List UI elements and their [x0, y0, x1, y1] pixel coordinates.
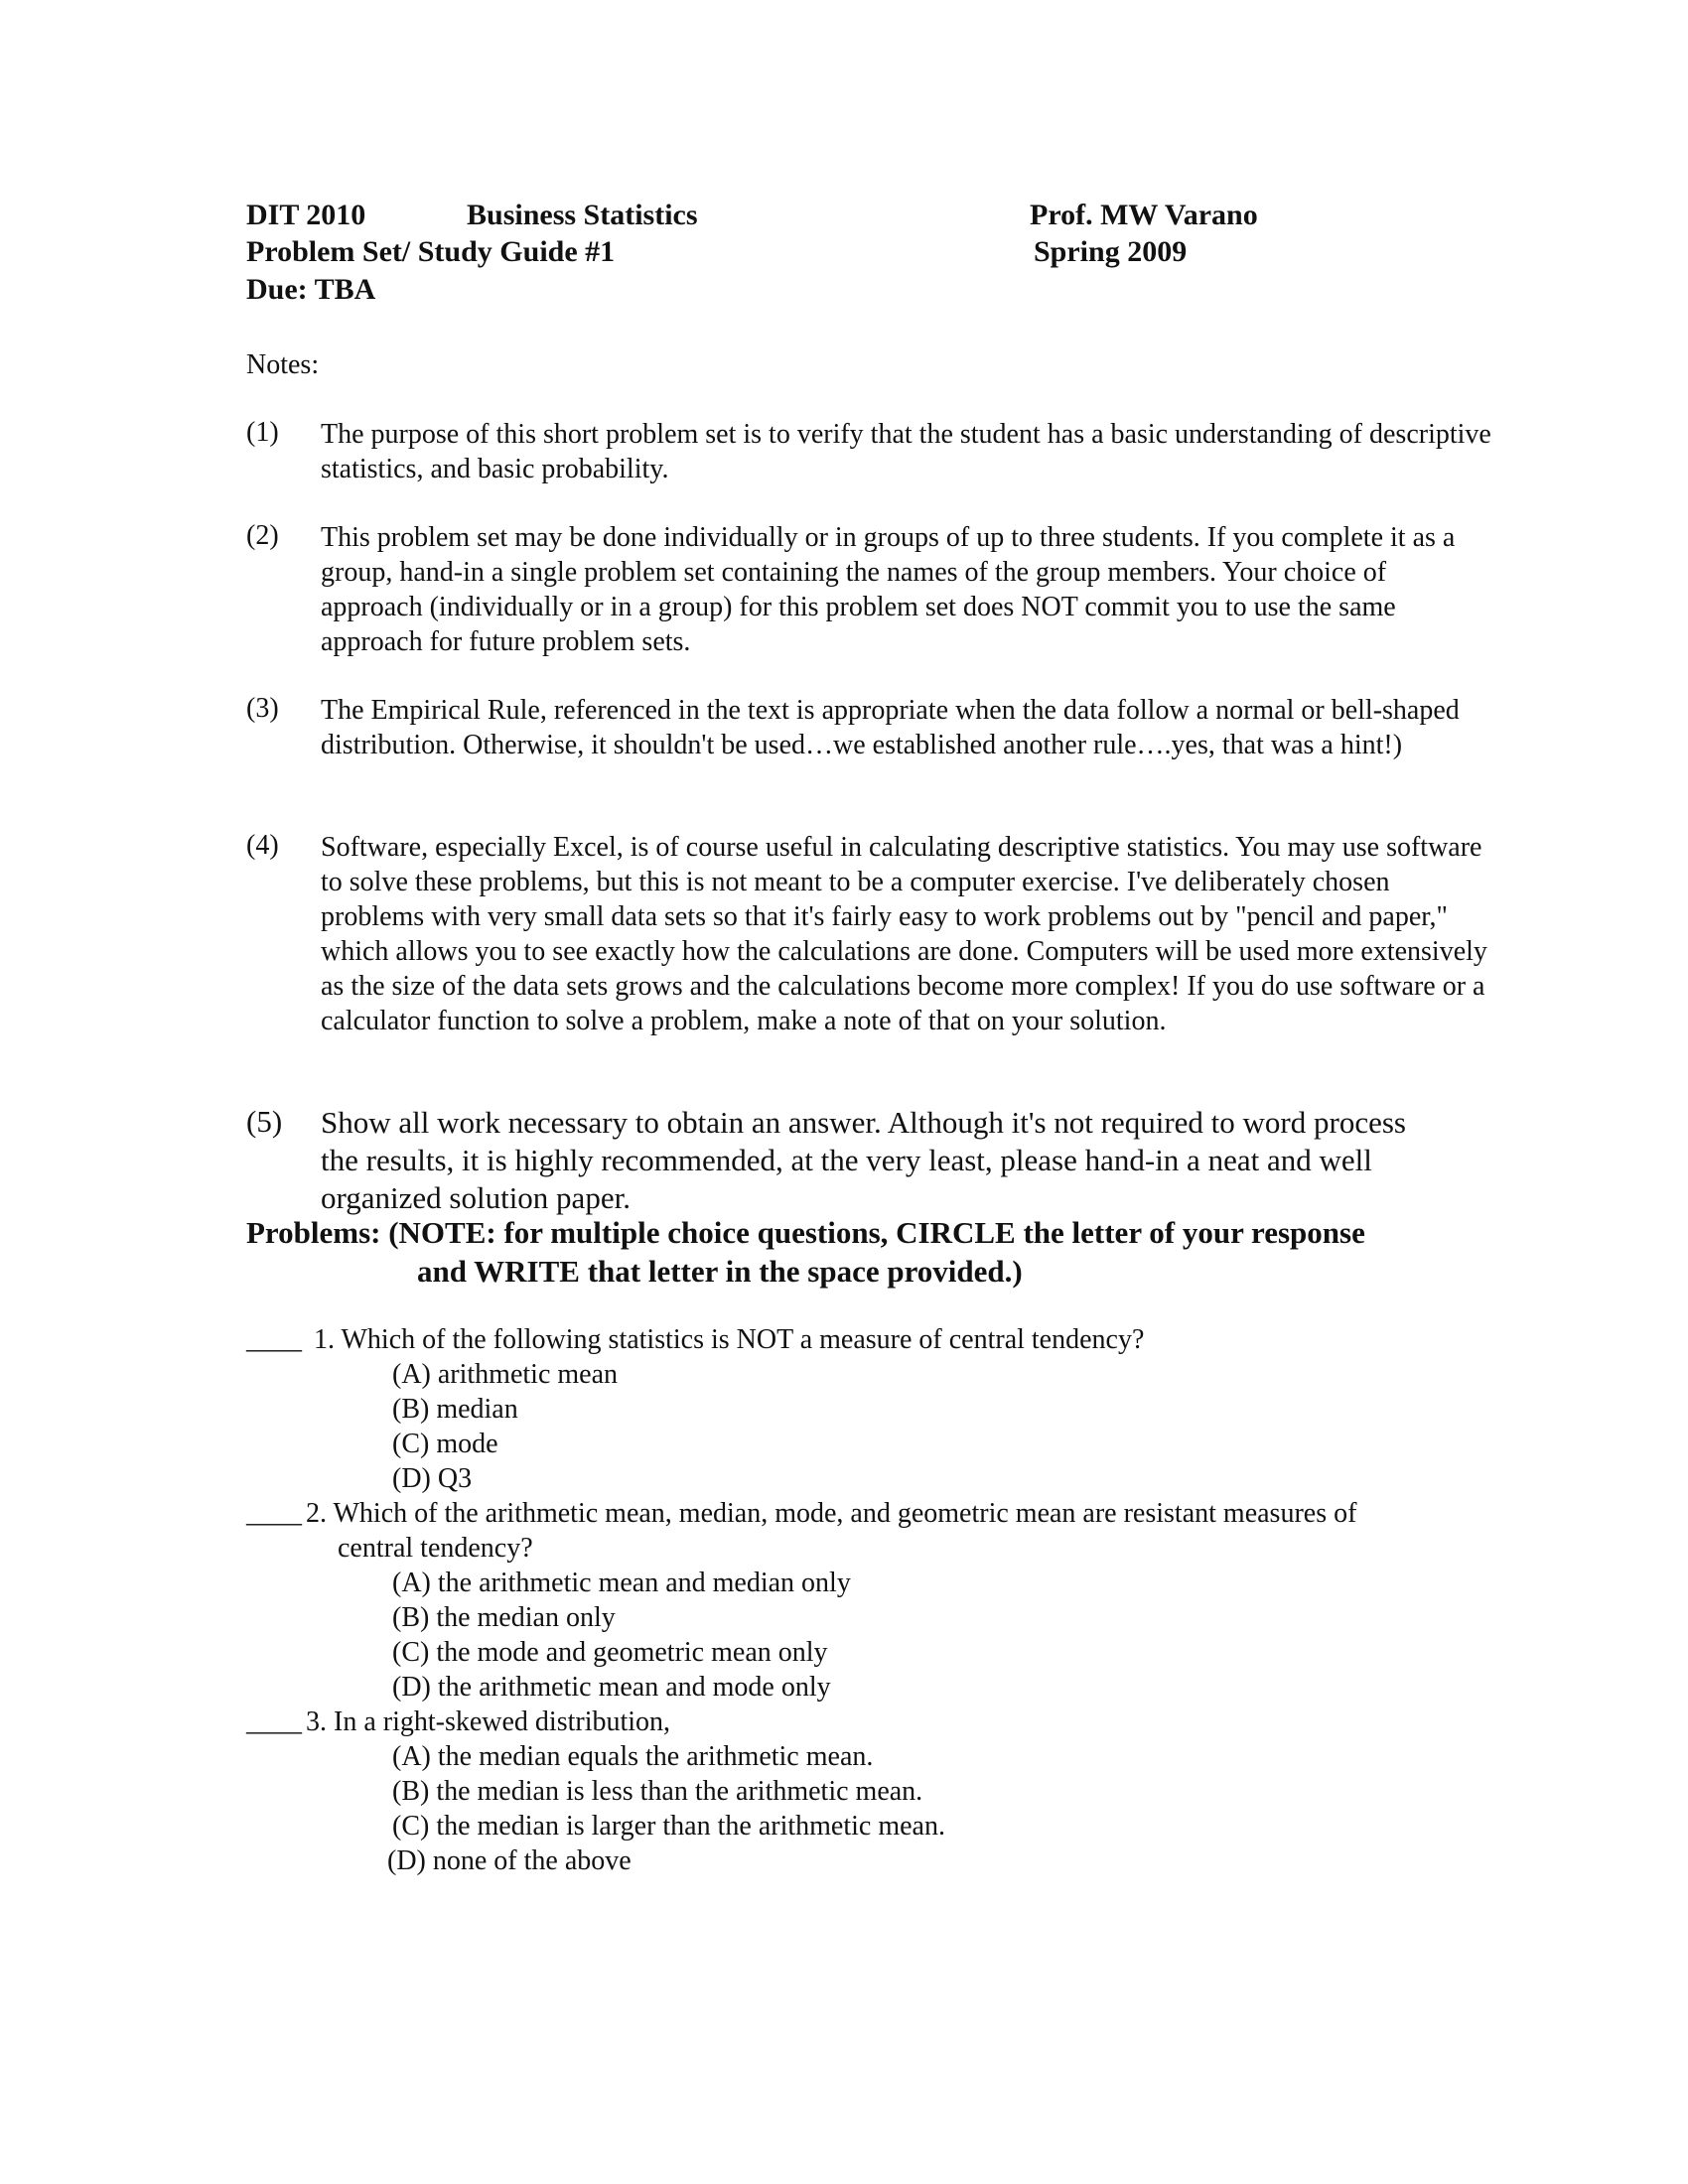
note-number: (2)	[246, 520, 279, 551]
term: Spring 2009	[1034, 235, 1188, 268]
answer-option: (D) none of the above	[387, 1845, 632, 1876]
note-text: Software, especially Excel, is of course useful in calculating descriptive statistics. You may use software to solve these problems, but this is not meant to be a computer exercise. I've deliberately chosen problems with very small data sets so that it's fairly easy to work problems out by "pencil and paper," which allows you to see exactly how the calculations are done. Computers will be used more extensively as the size of the data sets grows and the calculations become more complex! If you do use software or a calculator function to solve a problem, make a note of that on your solution.	[321, 832, 1487, 1036]
answer-option: (D) Q3	[392, 1463, 473, 1494]
answer-option: (D) the arithmetic mean and mode only	[392, 1672, 831, 1703]
note-number: (1)	[246, 417, 279, 448]
problems-header-line2: and WRITE that letter in the space provided.)	[417, 1254, 1023, 1289]
problems-header-line1: Problems: (NOTE: for multiple choice questions, CIRCLE the letter of your response	[246, 1215, 1365, 1250]
answer-option: (B) median	[392, 1394, 518, 1425]
answer-option: (A) arithmetic mean	[392, 1359, 619, 1390]
answer-option: (B) the median is less than the arithmetic mean.	[392, 1776, 923, 1807]
notes-label: Notes:	[246, 349, 320, 380]
answer-option: (C) mode	[392, 1429, 498, 1459]
answer-option: (A) the median equals the arithmetic mean.	[392, 1741, 874, 1772]
answer-blank[interactable]: ____	[246, 1498, 302, 1529]
question-stem-continued: central tendency?	[338, 1533, 533, 1564]
set-title: Problem Set/ Study Guide #1	[246, 235, 616, 268]
answer-option: (C) the median is larger than the arithmetic mean.	[392, 1811, 945, 1842]
answer-blank[interactable]: ____	[246, 1706, 302, 1737]
due-date: Due: TBA	[246, 273, 376, 306]
note-number: (5)	[246, 1104, 283, 1139]
question-stem: 1. Which of the following statistics is NOT a measure of central tendency?	[314, 1324, 1145, 1355]
question-stem: 3. In a right-skewed distribution,	[306, 1706, 671, 1737]
answer-option: (B) the median only	[392, 1602, 616, 1633]
note-text: The purpose of this short problem set is to verify that the student has a basic understanding of descriptive statistics, and basic probability.	[321, 419, 1491, 484]
note-text: This problem set may be done individually or in groups of up to three students. If you complete it as a group, hand-in a single problem set containing the names of the group members. Your choice of approach (individually or in a group) for this problem set does NOT commit you to use the same approach for future problem sets.	[321, 522, 1456, 657]
question-stem: 2. Which of the arithmetic mean, median, mode, and geometric mean are resistant measures of	[306, 1498, 1357, 1529]
note-text: Show all work necessary to obtain an answer. Although it's not required to word process the results, it is highly recommended, at the very least, please hand-in a neat and well organized solution paper.	[321, 1105, 1406, 1215]
note-text: The Empirical Rule, referenced in the text is appropriate when the data follow a normal or bell-shaped distribution. Otherwise, it shouldn't be used…we established another rule….yes, that was a hint!)	[321, 695, 1460, 760]
answer-option: (C) the mode and geometric mean only	[392, 1637, 828, 1668]
answer-blank[interactable]: ____	[246, 1324, 302, 1355]
note-number: (4)	[246, 830, 279, 861]
course-subject: Business Statistics	[467, 199, 698, 231]
professor-name: Prof. MW Varano	[1030, 199, 1258, 231]
course-code: DIT 2010	[246, 199, 366, 231]
note-number: (3)	[246, 693, 279, 724]
answer-option: (A) the arithmetic mean and median only	[392, 1568, 851, 1598]
